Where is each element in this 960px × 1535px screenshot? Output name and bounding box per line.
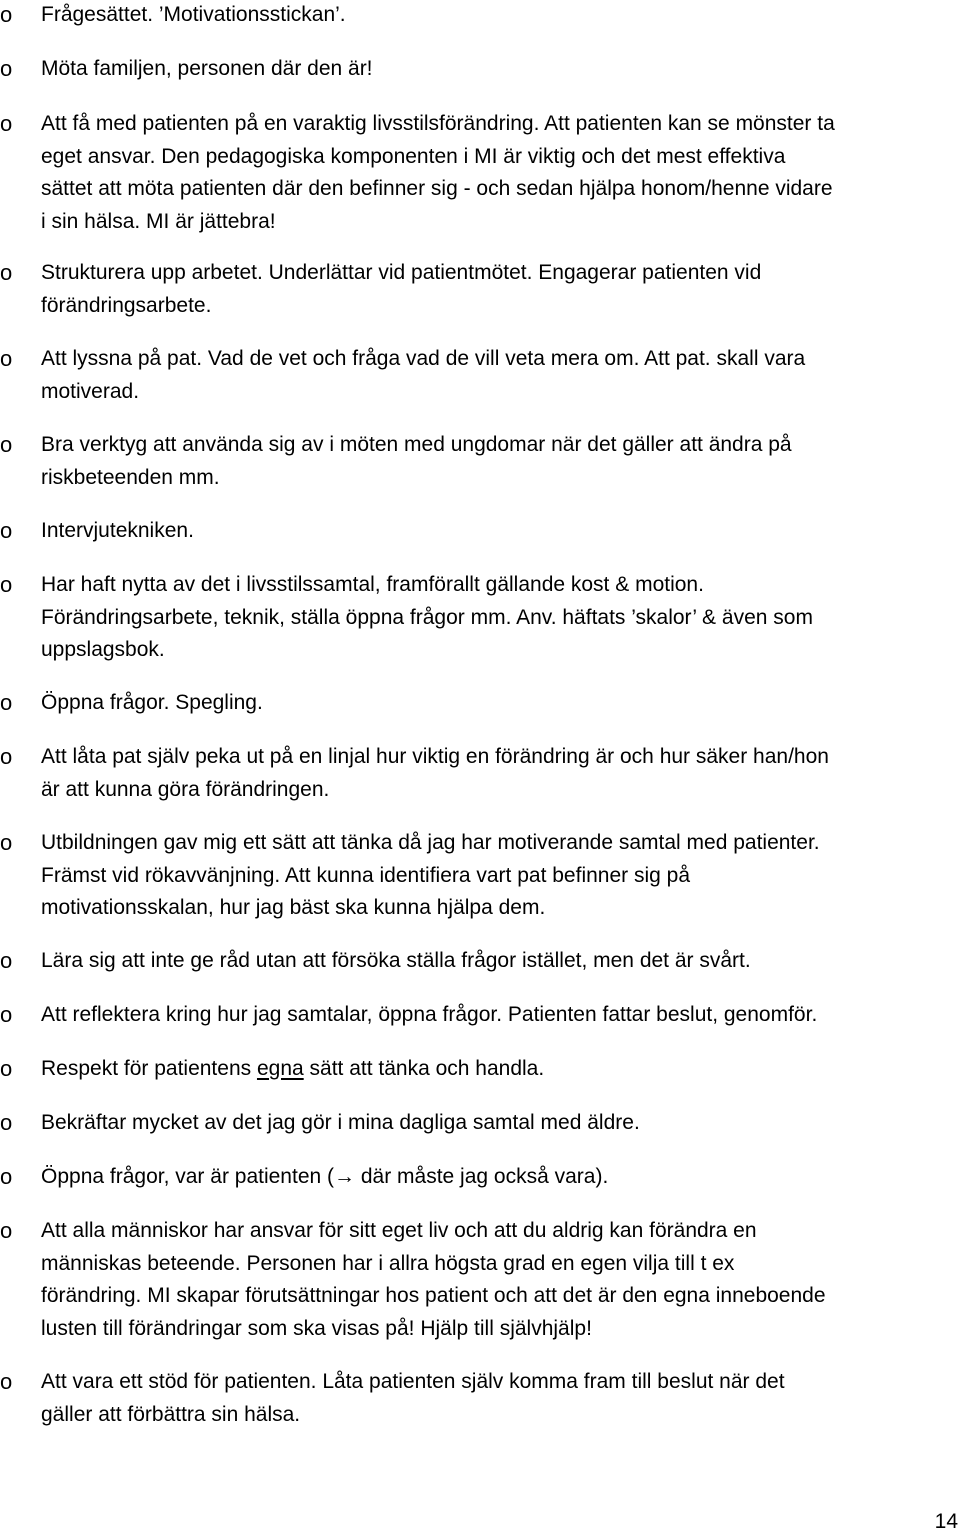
text-line: riskbeteenden mm. <box>41 465 220 489</box>
underlined-word: egna <box>256 1057 304 1080</box>
text-line: Lära sig att inte ge råd utan att försöka ställa frågor istället, men det är svårt. <box>41 949 751 972</box>
list-item-text <box>41 741 960 806</box>
bullet-marker: o <box>0 830 13 855</box>
text-line: är att kunna göra förändringen. <box>41 777 330 801</box>
list-item-text <box>41 429 960 494</box>
text-run: sätt att tänka och handla. <box>303 1057 545 1080</box>
text-line: Att få med patienten på en varaktig livsstilsförändring. Att patienten kan se mönster ta <box>41 112 835 135</box>
list-item-text <box>41 0 960 32</box>
text-line: Att vara ett stöd för patienten. Låta patienten själv komma fram till beslut när det <box>41 1370 785 1393</box>
bullet-marker: o <box>0 744 13 769</box>
list-item-text <box>41 569 960 667</box>
text-line: motiverad. <box>41 379 140 403</box>
bullet-marker: o <box>0 2 13 27</box>
list-item-text <box>41 945 960 978</box>
list-item-text <box>41 1215 960 1345</box>
text-line: människas beteende. Personen har i allra högsta grad en egen vilja till t ex <box>41 1251 735 1275</box>
bullet-marker: o <box>0 1218 13 1243</box>
text-line: Bekräftar mycket av det jag gör i mina dagliga samtal med äldre. <box>41 1111 640 1134</box>
list-item-text <box>41 999 960 1032</box>
text-line: lusten till förändringar som ska visas på! Hjälp till självhjälp! <box>41 1316 592 1340</box>
text-line: gäller att förbättra sin hälsa. <box>41 1402 301 1426</box>
text-line: eget ansvar. Den pedagogiska komponenten i MI är viktig och det mest effektiva <box>41 144 786 168</box>
bullet-marker: o <box>0 1056 13 1081</box>
list-item-text <box>41 1053 960 1086</box>
text-line: förändringsarbete. <box>41 293 212 317</box>
page-number: 14 <box>934 1510 958 1533</box>
bullet-marker: o <box>0 346 13 371</box>
list-item-text <box>41 1366 960 1431</box>
text-line: Frågesättet. ’Motivationsstickan’. <box>41 3 346 26</box>
text-line: Att lyssna på pat. Vad de vet och fråga vad de vill veta mera om. Att pat. skall vara <box>41 347 806 370</box>
bullet-marker: o <box>0 260 13 285</box>
list-item-text <box>41 53 960 86</box>
text-line: Att alla människor har ansvar för sitt eget liv och att du aldrig kan förändra en <box>41 1219 757 1242</box>
bullet-marker: o <box>0 1110 13 1135</box>
bullet-marker: o <box>0 948 13 973</box>
bullet-marker: o <box>0 56 13 81</box>
text-line: Utbildningen gav mig ett sätt att tänka då jag har motiverande samtal med patienter. <box>41 831 820 854</box>
text-line: motivationsskalan, hur jag bäst ska kunna hjälpa dem. <box>41 896 546 919</box>
text-line: Förändringsarbete, teknik, ställa öppna frågor mm. Anv. häftats ’skalor’ & även som <box>41 605 813 629</box>
text-line: i sin hälsa. MI är jättebra! <box>41 209 276 233</box>
text-line: Intervjutekniken. <box>41 519 194 542</box>
text-line <box>41 1053 960 1086</box>
bullet-marker: o <box>0 111 13 136</box>
text-line: Strukturera upp arbetet. Underlättar vid patientmötet. Engagerar patienten vid <box>41 261 762 284</box>
list-item-text <box>41 108 960 238</box>
list-item-text <box>41 257 960 322</box>
text-line: Möta familjen, personen där den är! <box>41 57 373 80</box>
list-item-text <box>41 515 960 548</box>
text-line: Öppna frågor, var är patienten (→ där måste jag också vara). <box>41 1165 609 1188</box>
list-item-text <box>41 1161 960 1194</box>
bullet-marker: o <box>0 518 13 543</box>
bullet-marker: o <box>0 1369 13 1394</box>
bullet-marker: o <box>0 572 13 597</box>
text-line: Öppna frågor. Spegling. <box>41 691 263 714</box>
text-line: Att reflektera kring hur jag samtalar, öppna frågor. Patienten fattar beslut, genomför. <box>41 1003 818 1026</box>
text-line: Bra verktyg att använda sig av i möten med ungdomar när det gäller att ändra på <box>41 433 792 456</box>
text-line: förändring. MI skapar förutsättningar hos patient och att det är den egna inneboende <box>41 1284 826 1307</box>
list-item-text <box>41 1107 960 1140</box>
text-run: Respekt för patientens <box>41 1057 257 1080</box>
text-line: sättet att möta patienten där den befinner sig - och sedan hjälpa honom/henne vidare <box>41 177 833 200</box>
list-item-text <box>41 687 960 720</box>
text-line: uppslagsbok. <box>41 638 165 661</box>
bullet-marker: o <box>0 1002 13 1027</box>
bullet-marker: o <box>0 432 13 457</box>
text-line: Främst vid rökavvänjning. Att kunna identifiera vart pat befinner sig på <box>41 863 691 887</box>
list-item-text <box>41 343 960 408</box>
bullet-marker: o <box>0 690 13 715</box>
list-item-text <box>41 827 960 925</box>
bullet-marker: o <box>0 1164 13 1189</box>
text-line: Har haft nytta av det i livsstilssamtal, framförallt gällande kost & motion. <box>41 573 704 596</box>
text-line: Att låta pat själv peka ut på en linjal hur viktig en förändring är och hur säker han/hon <box>41 745 829 768</box>
